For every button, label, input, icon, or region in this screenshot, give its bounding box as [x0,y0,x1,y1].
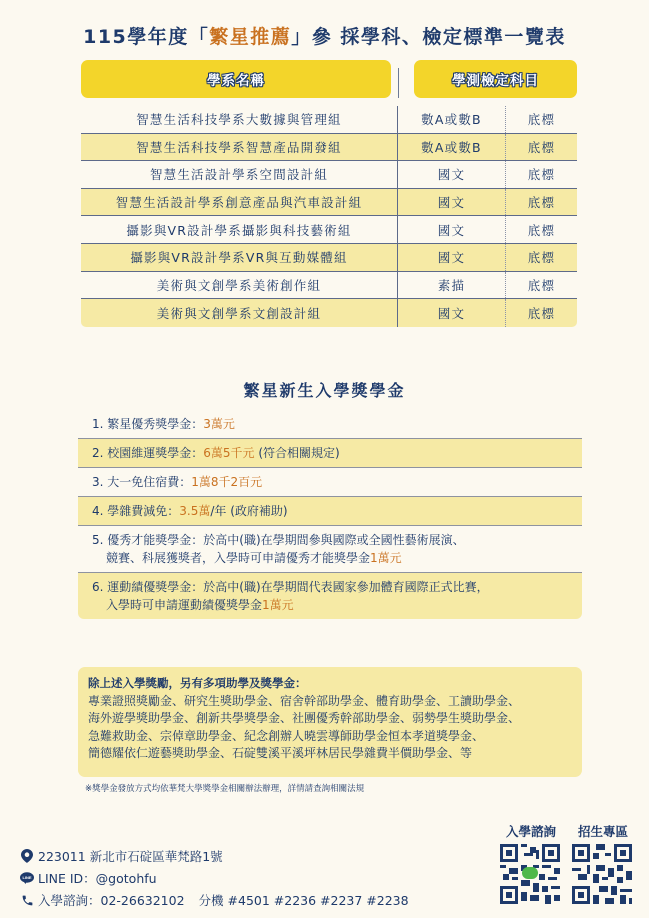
item-label: 1. 繁星優秀獎學金： [92,417,204,431]
list-item [78,439,582,468]
contact-info [20,845,409,911]
title-suffix: 」參 採學科、檢定標準一覽表 [291,26,566,48]
header-department: 學系名稱 [81,60,391,98]
qr-label-inquiry: 入學諮詢 [505,824,556,839]
cell-standard: 底標 [527,305,556,321]
item-label: 2. 校園維運獎學金： [92,446,204,460]
cell-standard: 底標 [527,167,556,183]
table-row [81,272,577,300]
cell-subject: 國文 [398,189,506,216]
line-row [20,867,409,889]
phone-icon [20,893,34,907]
item-suffix: /年 (政府補助) [210,504,288,518]
item-amount: 3萬元 [203,417,235,431]
cell-subject: 數A或數B [398,106,506,133]
cell-subject: 國文 [398,216,506,243]
header-subject: 學測檢定科目 [414,60,577,98]
other-scholarships-box [78,667,582,777]
list-item [78,410,582,439]
list-item [78,468,582,497]
address-text: 223011 新北市石碇區華梵路1號 [38,849,223,864]
cell-department: 智慧生活設計學系空間設計組 [81,161,398,188]
table-row [81,189,577,217]
footnote: ※獎學金發放方式均依華梵大學獎學金相關辦法辦理，詳情請查詢相關法規 [85,784,365,794]
header-divider [398,68,399,98]
department-table [81,60,577,327]
item-line2 [92,596,582,614]
cell-subject: 數A或數B [398,134,506,161]
table-body [81,106,577,327]
other-line: 海外遊學獎助學金、創新共學獎學金、社團優秀幹部助學金、弱勢學生獎助學金、 [88,711,521,725]
item-amount: 1萬元 [370,551,402,565]
page-title [0,22,649,49]
table-row [81,244,577,272]
table-row [81,216,577,244]
cell-standard: 底標 [527,112,556,128]
list-item [78,573,582,619]
other-line: 急難救助金、宗倬章助學金、紀念創辦人曉雲導師助學金恒本孝道獎學金、 [88,728,485,743]
item-line2-text: 競賽、科展獲獎者，入學時可申請優秀才能獎學金 [106,551,371,565]
cell-department: 美術與文創學系美術創作組 [81,272,398,299]
item-amount: 1萬8千2百元 [191,475,263,489]
line-logo-icon [522,867,538,879]
line-id-link[interactable]: LINE ID：@gotohfu [38,871,157,886]
cell-department: 攝影與VR設計學系VR與互動媒體組 [81,244,398,271]
other-line: 專業證照獎勵金、研究生獎助學金、宿舍幹部助學金、體育助學金、工讀助學金、 [88,693,521,708]
item-line2-text: 入學時可申請運動績優獎學金 [106,598,263,612]
qr-code-admissions[interactable] [572,844,632,904]
table-row [81,106,577,134]
scholarship-list [78,410,582,619]
cell-subject: 國文 [398,299,506,327]
location-pin-icon [20,849,34,863]
cell-standard: 底標 [527,277,556,293]
phone-extension: 分機 #4501 #2236 #2237 #2238 [198,893,409,908]
cell-department: 智慧生活科技學系智慧產品開發組 [81,134,398,161]
cell-department: 攝影與VR設計學系攝影與科技藝術組 [81,216,398,243]
table-row [81,299,577,327]
item-label: 6. 運動績優獎學金：於高中(職)在學期間代表國家參加體育國際正式比賽， [92,580,489,594]
cell-standard: 底標 [527,195,556,211]
item-label: 4. 學雜費減免： [92,504,180,518]
item-amount: 3.5萬 [179,504,211,518]
item-label: 3. 大一免住宿費： [92,475,192,489]
cell-department: 美術與文創學系文創設計組 [81,299,398,327]
qr-code-inquiry[interactable] [500,844,560,904]
list-item [78,526,582,573]
cell-standard: 底標 [527,250,556,266]
cell-subject: 國文 [398,244,506,271]
table-row [81,161,577,189]
list-item [78,497,582,526]
qr-codes [500,822,634,904]
title-highlight: 繁星推薦 [209,26,292,48]
cell-subject: 國文 [398,161,506,188]
item-line2 [92,549,582,567]
qr-labels [500,822,634,840]
phone-row [20,889,409,911]
cell-department: 智慧生活科技學系大數據與管理組 [81,106,398,133]
table-row [81,134,577,162]
title-prefix: 115學年度「 [83,26,210,48]
qr-label-admissions: 招生專區 [577,824,628,839]
address-row [20,845,409,867]
svg-text:LINE: LINE [22,875,32,880]
other-lead: 除上述入學獎勵，另有多項助學及獎學金： [88,676,307,690]
cell-standard: 底標 [527,222,556,238]
cell-standard: 底標 [527,139,556,155]
cell-subject: 素描 [398,272,506,299]
item-amount: 6萬5千元 [203,446,255,460]
table-header [81,60,577,98]
item-suffix: (符合相關規定) [254,446,340,460]
line-app-icon [20,871,34,885]
phone-link[interactable]: 入學諮詢：02-26632102 [38,893,185,908]
cell-department: 智慧生活設計學系創意產品與汽車設計組 [81,189,398,216]
scholarship-title: 繁星新生入學獎學金 [243,381,406,400]
other-line: 簡德耀依仁遊藝獎助學金、石碇雙溪平溪坪林居民學雜費半價助學金、等 [88,746,473,760]
item-label: 5. 優秀才能獎學金：於高中(職)在學期間參與國際或全國性藝術展演、 [92,533,465,547]
item-amount: 1萬元 [262,598,294,612]
